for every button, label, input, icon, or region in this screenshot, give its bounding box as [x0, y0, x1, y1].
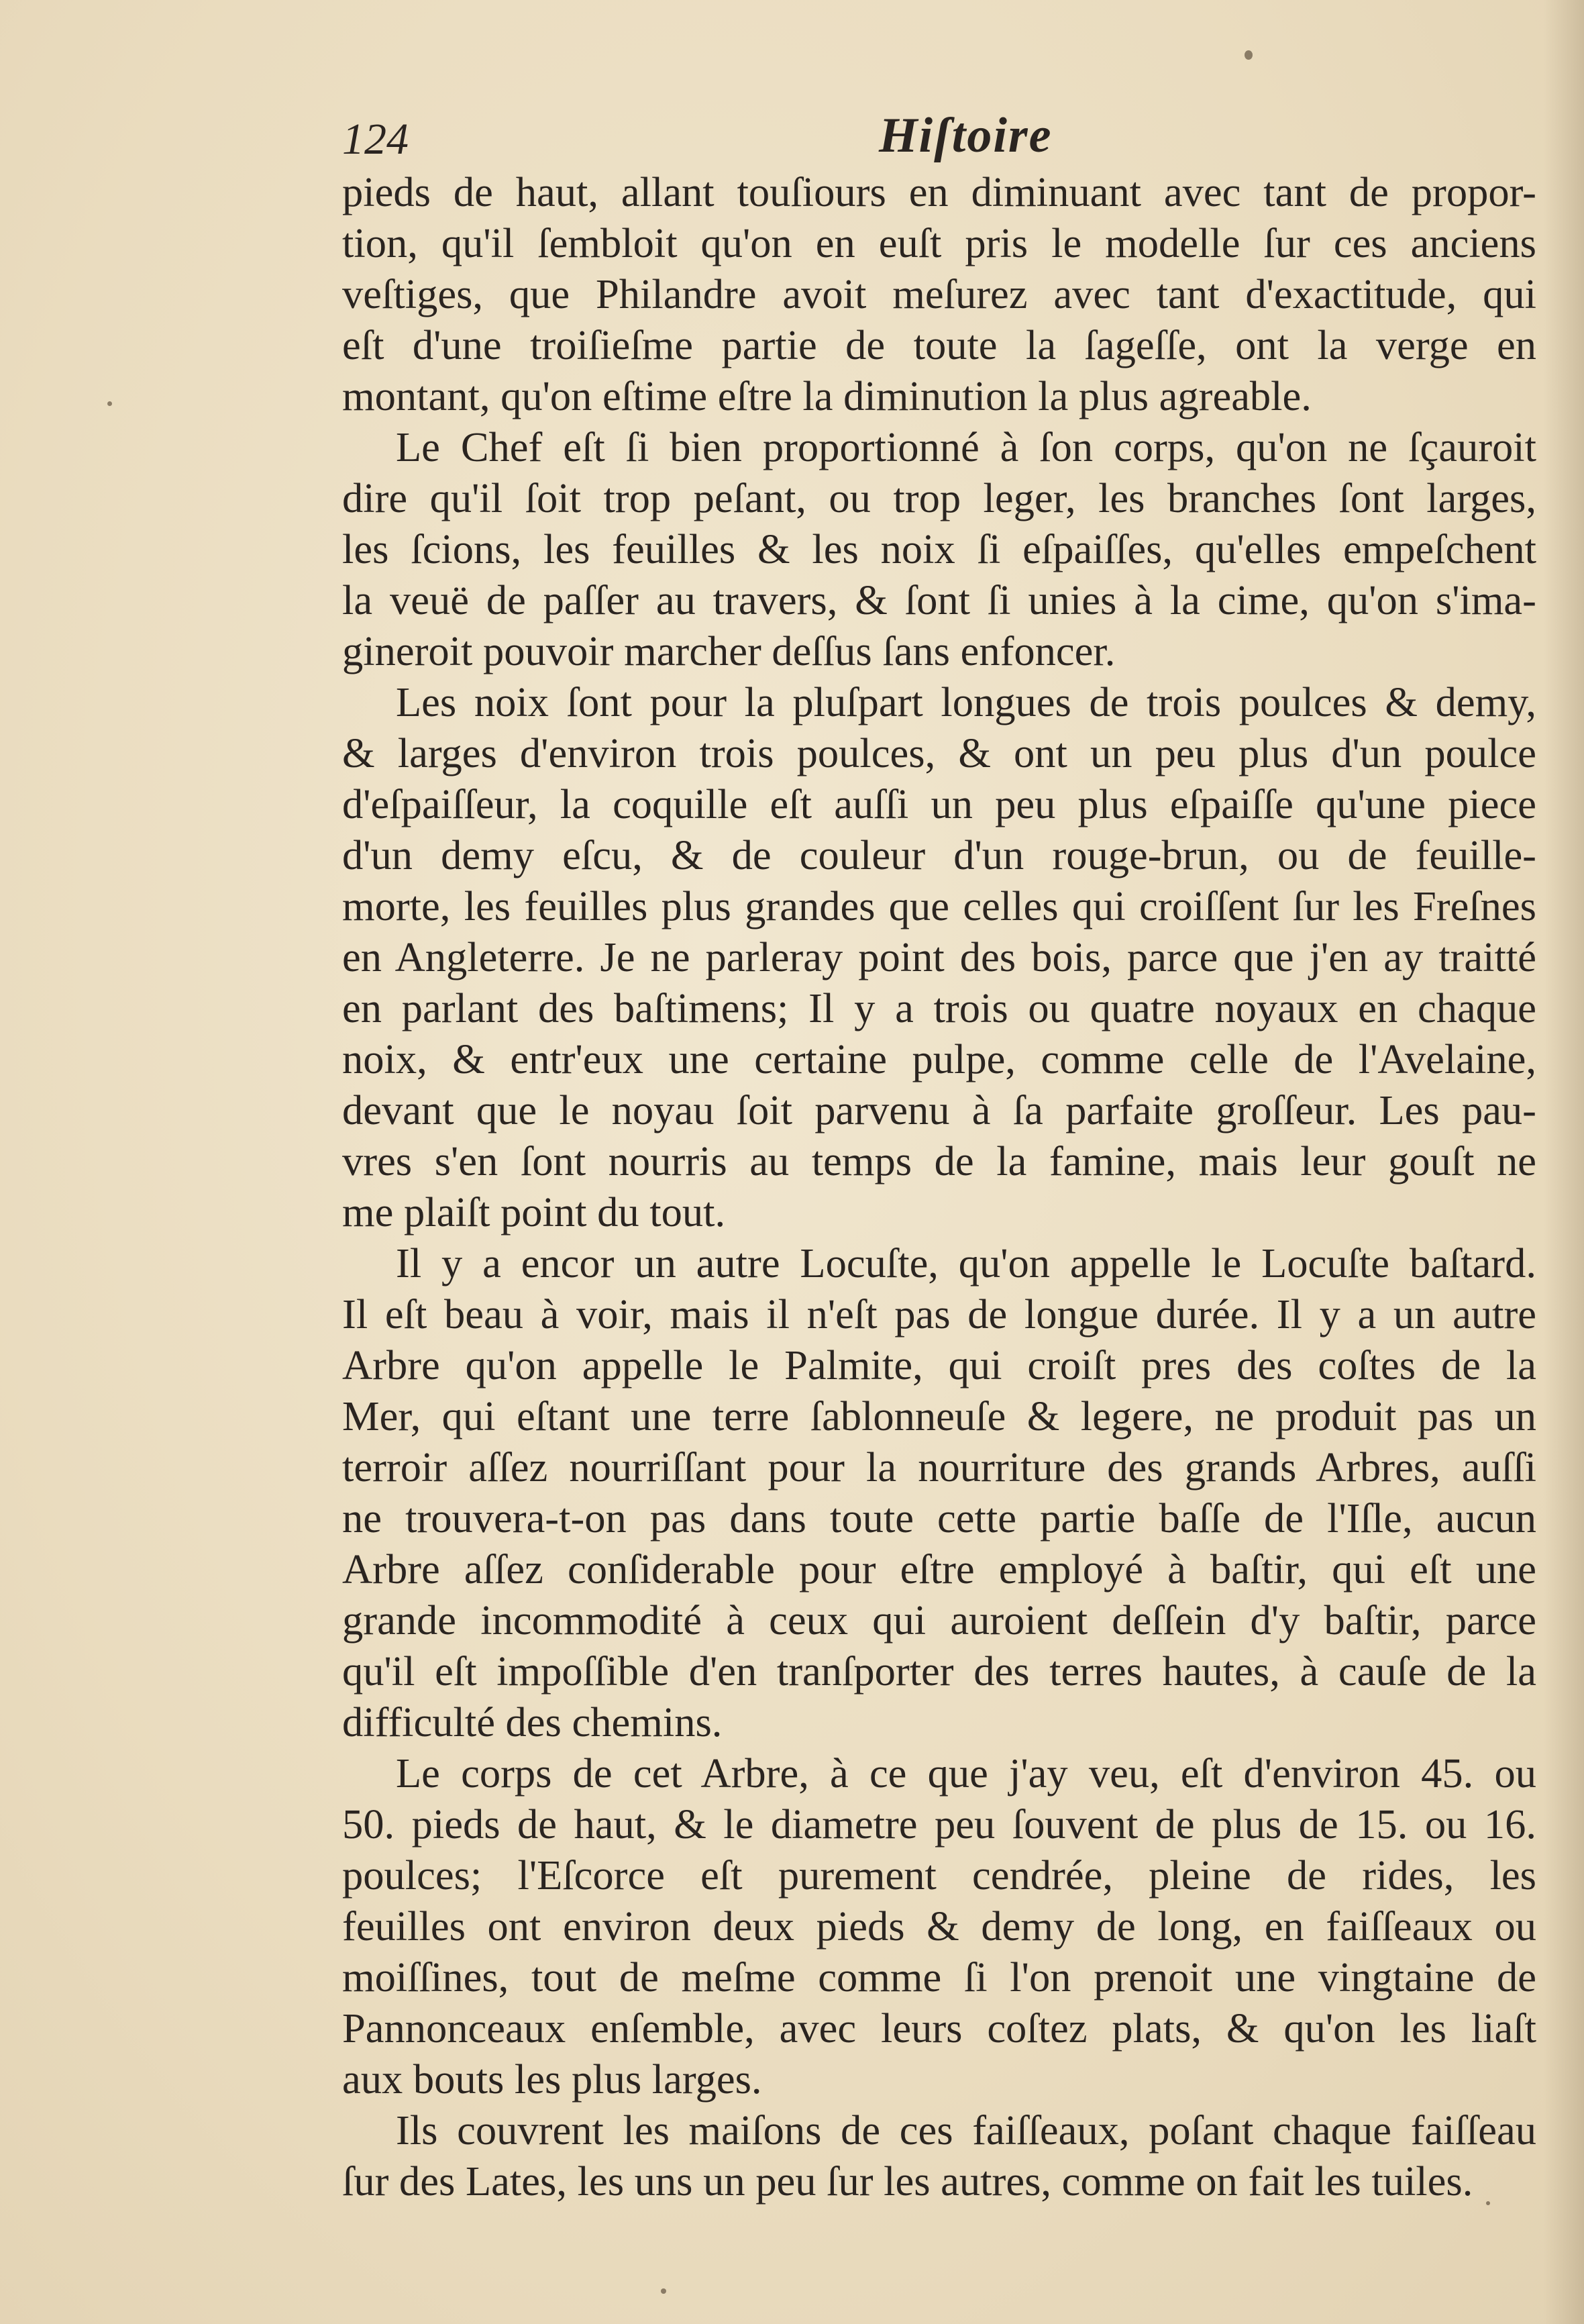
text-line: difficulté des chemins.	[342, 1699, 723, 1746]
paper-speck	[1245, 50, 1253, 60]
text-line: montant, qu'on eſtime eſtre la diminution la plus agreable.	[342, 372, 1312, 419]
text-line: & larges d'environ trois poulces, & ont un peu plus d'un poulce	[342, 729, 1536, 776]
running-title: Hiſtoire	[879, 108, 1053, 163]
text-line: morte, les feuilles plus grandes que celles qui croiſſent ſur les Freſnes	[342, 882, 1536, 929]
text-line: gineroit pouvoir marcher deſſus ſans enfoncer.	[342, 627, 1116, 674]
text-line: d'eſpaiſſeur, la coquille eſt auſſi un peu plus eſpaiſſe qu'une piece	[342, 780, 1536, 827]
paragraph	[342, 421, 1536, 676]
text-line: moiſſines, tout de meſme comme ſi l'on prenoit une vingtaine de	[342, 1954, 1536, 2001]
paragraph	[342, 2105, 1536, 2207]
text-line: Le Chef eſt ſi bien proportionné à ſon corps, qu'on ne ſçauroit	[396, 423, 1536, 470]
text-line: devant que le noyau ſoit parvenu à ſa parfaite groſſeur. Les pau-	[342, 1087, 1536, 1133]
text-line: en parlant des baſtimens; Il y a trois ou quatre noyaux en chaque	[342, 984, 1536, 1031]
text-line: les ſcions, les feuilles & les noix ſi eſpaiſſes, qu'elles empeſchent	[342, 525, 1536, 572]
text-line: Arbre aſſez conſiderable pour eſtre employé à baſtir, qui eſt une	[342, 1546, 1536, 1593]
text-line: ne trouvera-t-on pas dans toute cette partie baſſe de l'Iſle, aucun	[342, 1495, 1536, 1542]
text-line: poulces; l'Eſcorce eſt purement cendrée, pleine de rides, les	[342, 1852, 1536, 1899]
text-line: grande incommodité à ceux qui auroient deſſein d'y baſtir, parce	[342, 1597, 1536, 1644]
text-line: me plaiſt point du tout.	[342, 1189, 726, 1235]
text-line: Il y a encor un autre Locuſte, qu'on appelle le Locuſte baſtard.	[396, 1240, 1536, 1286]
text-line: feuilles ont environ deux pieds & demy de long, en faiſſeaux ou	[342, 1903, 1536, 1950]
paper-speck	[1486, 2201, 1490, 2205]
text-line: tion, qu'il ſembloit qu'on en euſt pris le modelle ſur ces anciens	[342, 219, 1536, 266]
page-number: 124	[342, 115, 409, 164]
text-line: vres s'en ſont nourris au temps de la famine, mais leur gouſt ne	[342, 1138, 1536, 1184]
paragraph	[342, 166, 1536, 421]
text-line: d'un demy eſcu, & de couleur d'un rouge-brun, ou de feuille-	[342, 831, 1536, 878]
text-line: 50. pieds de haut, & le diametre peu ſouvent de plus de 15. ou 16.	[342, 1801, 1536, 1848]
text-line: ſur des Lates, les uns un peu ſur les autres, comme on fait les tuiles.	[342, 2158, 1473, 2205]
text-line: noix, & entr'eux une certaine pulpe, comme celle de l'Avelaine,	[342, 1035, 1536, 1082]
text-line: Pannonceaux enſemble, avec leurs coſtez plats, & qu'on les liaſt	[342, 2005, 1536, 2052]
text-line: pieds de haut, allant touſiours en diminuant avec tant de propor-	[342, 168, 1536, 215]
text-line: eſt d'une troiſieſme partie de toute la ſageſſe, ont la verge en	[342, 321, 1536, 368]
text-line: la veuë de paſſer au travers, & ſont ſi unies à la cime, qu'on s'ima-	[342, 576, 1536, 623]
text-line: dire qu'il ſoit trop peſant, ou trop leger, les branches ſont larges,	[342, 474, 1536, 521]
text-line: Ils couvrent les maiſons de ces faiſſeaux, poſant chaque faiſſeau	[396, 2107, 1536, 2154]
text-line: qu'il eſt impoſſible d'en tranſporter des terres hautes, à cauſe de la	[342, 1648, 1536, 1695]
text-line: Le corps de cet Arbre, à ce que j'ay veu, eſt d'environ 45. ou	[396, 1750, 1536, 1797]
text-line: Il eſt beau à voir, mais il n'eſt pas de longue durée. Il y a un autre	[342, 1291, 1536, 1337]
text-line: veſtiges, que Philandre avoit meſurez avec tant d'exactitude, qui	[342, 270, 1536, 317]
paper-speck	[661, 2288, 666, 2294]
text-line: aux bouts les plus larges.	[342, 2056, 762, 2103]
paragraph	[342, 1748, 1536, 2105]
paper-speck	[107, 401, 112, 406]
text-line: Mer, qui eſtant une terre ſablonneuſe & legere, ne produit pas un	[342, 1393, 1536, 1439]
spine-shadow	[1544, 0, 1584, 2324]
paragraph	[342, 676, 1536, 1237]
text-line: terroir aſſez nourriſſant pour la nourriture des grands Arbres, auſſi	[342, 1444, 1536, 1491]
text-line: Les noix ſont pour la pluſpart longues de trois poulces & demy,	[396, 678, 1536, 725]
body-text	[342, 166, 1536, 2207]
text-line: Arbre qu'on appelle le Palmite, qui croiſt pres des coſtes de la	[342, 1342, 1536, 1388]
paragraph	[342, 1237, 1536, 1748]
text-line: en Angleterre. Je ne parleray point des bois, parce que j'en ay traitté	[342, 933, 1536, 980]
